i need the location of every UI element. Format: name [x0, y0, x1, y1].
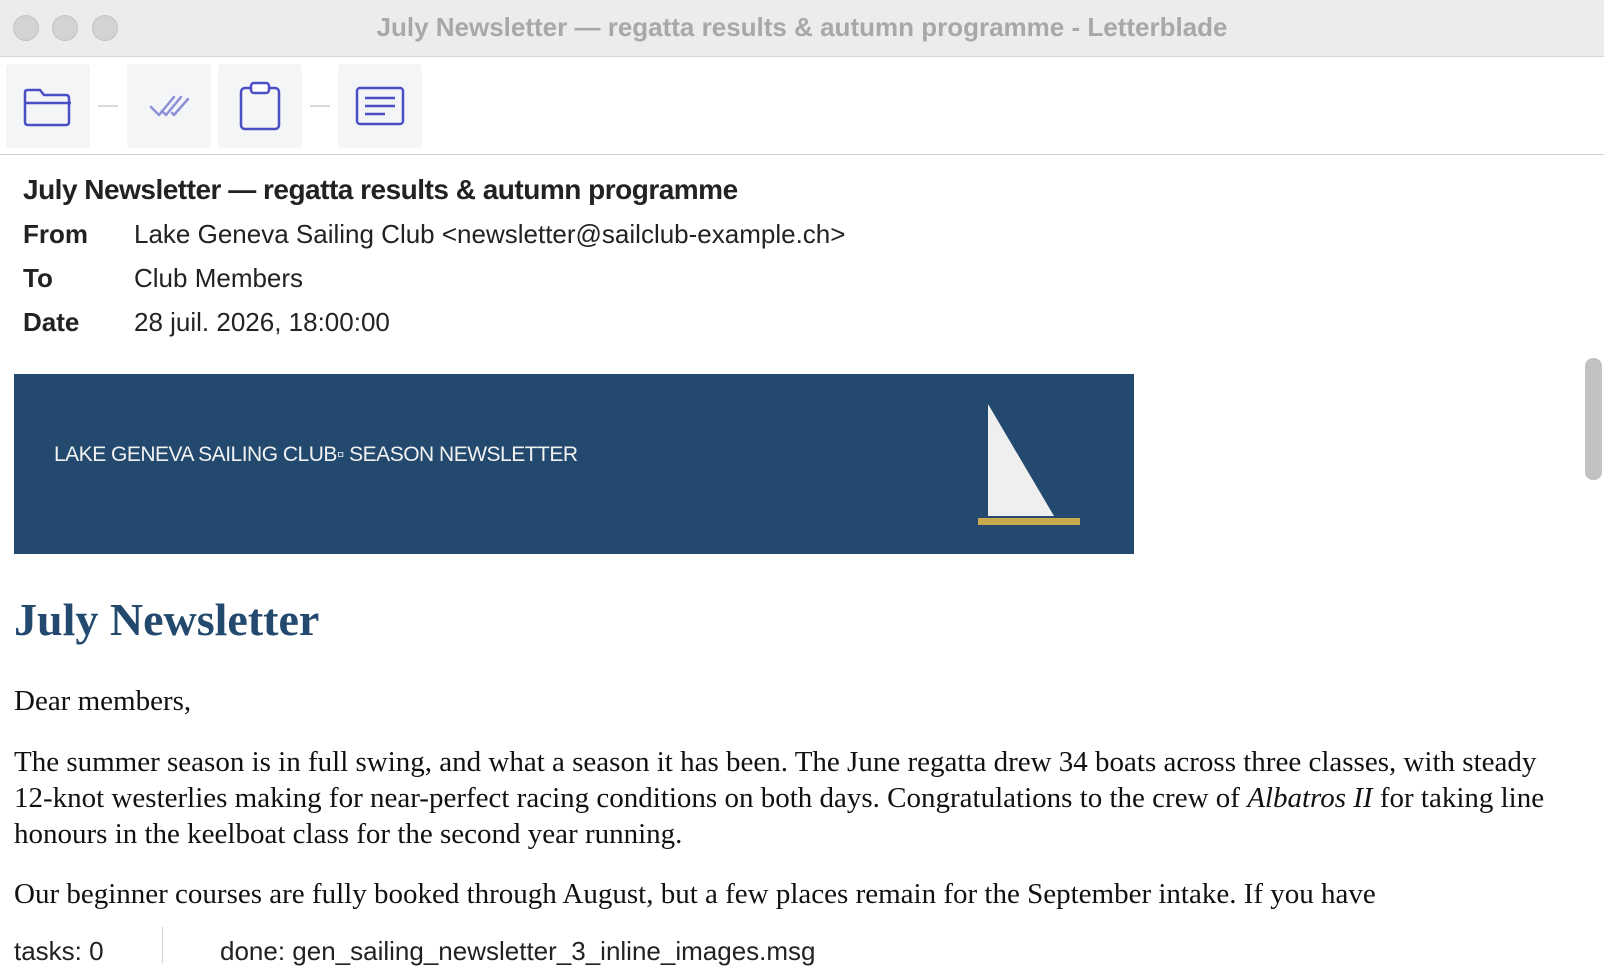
to-value[interactable]: Club Members — [134, 263, 304, 293]
paragraph-1-end: for taking line honours in the keelboat class for the second year running. — [14, 782, 1545, 850]
paragraph-1-start: The summer season is in full swing, and what a season it has been. The June regatta drew 34 boats across three classes, with steady 12-knot westerlies making for near-perfect racing conditions on both days. Congratulations to the crew of — [14, 746, 1537, 814]
view-source-button[interactable] — [338, 64, 422, 148]
toolbar-separator — [310, 105, 330, 107]
newsletter-heading: July Newsletter — [14, 594, 320, 645]
double-check-icon — [147, 91, 191, 121]
paragraph-1 — [14, 744, 1559, 852]
status-divider — [162, 927, 163, 963]
clipboard-icon — [237, 80, 283, 132]
toolbar-separator — [98, 105, 118, 107]
message-view[interactable] — [0, 155, 1578, 916]
open-button[interactable] — [6, 64, 90, 148]
sailboat-icon — [962, 400, 1080, 530]
toolbar — [0, 57, 1604, 155]
to-label: To — [23, 263, 53, 293]
date-value: 28 juil. 2026, 18:00:00 — [134, 307, 390, 337]
done-status: done: gen_sailing_newsletter_3_inline_images.msg — [220, 936, 816, 966]
status-bar — [0, 917, 1604, 978]
from-value[interactable]: Lake Geneva Sailing Club <newsletter@sailclub-example.ch> — [134, 219, 846, 249]
from-label: From — [23, 219, 88, 249]
banner-text: LAKE GENEVA SAILING CLUB▫ SEASON NEWSLETTER — [54, 443, 578, 466]
date-label: Date — [23, 307, 80, 337]
vertical-scrollbar-thumb[interactable] — [1585, 358, 1602, 480]
greeting: Dear members, — [14, 685, 192, 717]
title-bar — [0, 0, 1604, 57]
text-lines-icon — [354, 85, 406, 127]
window-title: July Newsletter — regatta results & autumn programme - Letterblade — [376, 12, 1228, 42]
paragraph-2: Our beginner courses are fully booked through August, but a few places remain for the September intake. If you have — [14, 878, 1376, 910]
message-subject: July Newsletter — regatta results & autumn programme — [23, 174, 738, 205]
clipboard-button[interactable] — [218, 64, 302, 148]
mark-read-button[interactable] — [127, 64, 211, 148]
tasks-status: tasks: 0 — [14, 936, 104, 966]
folder-icon — [22, 84, 74, 128]
newsletter-banner — [14, 374, 1134, 554]
boat-name: Albatros II — [1247, 782, 1373, 814]
